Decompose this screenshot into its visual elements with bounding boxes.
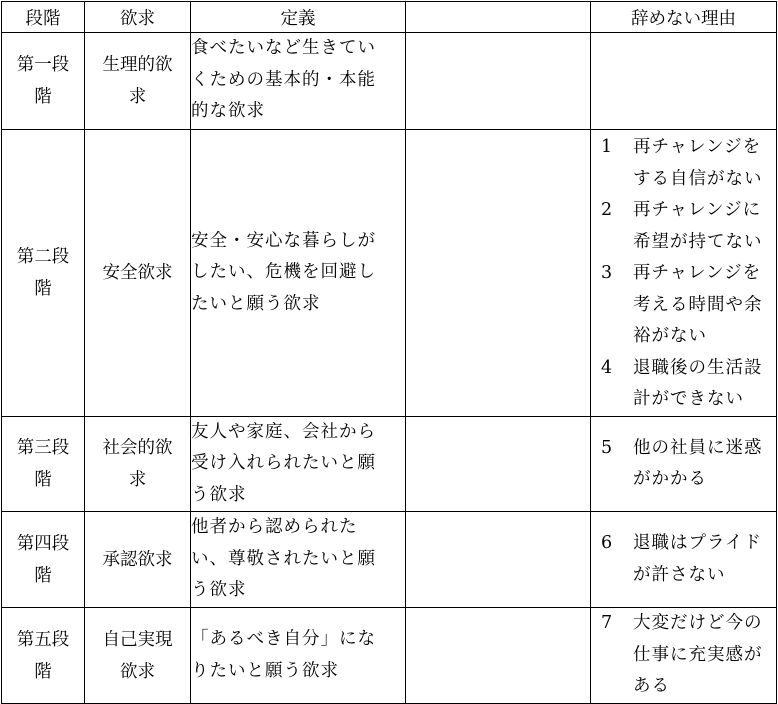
need-line: 求 bbox=[128, 469, 147, 490]
definition-line: くための基本的・本能 bbox=[191, 69, 376, 90]
stage-line: 階 bbox=[34, 87, 52, 107]
definition-cell bbox=[191, 416, 406, 512]
header-reasons: 辞めない理由 bbox=[591, 2, 777, 33]
table-row bbox=[2, 416, 777, 512]
definition-line: 友人や家庭、会社から bbox=[191, 421, 376, 442]
reason-line: 退職はプライド bbox=[633, 533, 762, 553]
reason-number: 5 bbox=[601, 437, 614, 458]
definition-cell bbox=[191, 512, 406, 608]
definition-cell bbox=[191, 130, 406, 417]
stage-cell bbox=[2, 416, 85, 512]
reason-number: 6 bbox=[601, 533, 614, 553]
reason-line: 希望が持てない bbox=[633, 231, 763, 252]
reason-line: 再チャレンジを bbox=[633, 137, 762, 157]
stage-cell bbox=[2, 608, 85, 704]
reason-number: 3 bbox=[601, 263, 614, 283]
header-row bbox=[2, 2, 777, 33]
reason-line: 再チャレンジを bbox=[633, 263, 762, 283]
reason-line: 退職後の生活設 bbox=[633, 357, 763, 378]
stage-line: 第四段 bbox=[16, 533, 70, 554]
need-line: 承認欲求 bbox=[102, 549, 173, 570]
reason-line: 考える時間や余 bbox=[633, 294, 763, 315]
definition-cell bbox=[191, 33, 406, 130]
reasons-cell bbox=[591, 416, 777, 512]
definition-line: う欲求 bbox=[191, 580, 247, 600]
stage-line: 階 bbox=[34, 661, 52, 682]
need-line: 欲求 bbox=[120, 661, 155, 682]
reason-number: 7 bbox=[601, 613, 614, 633]
stage-cell bbox=[2, 33, 85, 130]
header-definition: 定義 bbox=[191, 2, 406, 33]
need-cell bbox=[85, 130, 191, 417]
reason-number: 4 bbox=[601, 357, 614, 378]
reason-item bbox=[591, 195, 776, 258]
blank-cell bbox=[406, 512, 591, 608]
stage-line: 第三段 bbox=[16, 437, 70, 458]
reason-line: 裕がない bbox=[633, 326, 707, 346]
reason-line: 大変だけど今の bbox=[633, 613, 763, 633]
reason-line: ある bbox=[633, 676, 670, 696]
table-row bbox=[2, 130, 777, 417]
reason-line: 他の社員に迷惑 bbox=[633, 437, 763, 458]
definition-line: 「あるべき自分」にな bbox=[191, 629, 376, 649]
maslow-needs-table bbox=[1, 1, 777, 704]
reason-line: 仕事に充実感が bbox=[633, 644, 763, 665]
need-cell bbox=[85, 512, 191, 608]
reason-number: 1 bbox=[601, 137, 614, 157]
stage-line: 階 bbox=[34, 469, 52, 490]
stage-cell bbox=[2, 130, 85, 417]
definition-line: 受け入れられたいと願 bbox=[191, 453, 376, 473]
stage-line: 階 bbox=[34, 565, 52, 586]
need-line: 安全欲求 bbox=[102, 262, 173, 283]
reasons-cell bbox=[591, 512, 777, 608]
need-line: 自己実現 bbox=[102, 629, 173, 650]
stage-line: 第五段 bbox=[16, 629, 70, 650]
stage-line: 第一段 bbox=[16, 55, 70, 75]
stage-cell bbox=[2, 512, 85, 608]
definition-line: い、尊敬されたいと願 bbox=[191, 548, 376, 569]
reason-number: 2 bbox=[601, 200, 614, 220]
definition-line: 安全・安心な暮らしが bbox=[191, 230, 376, 251]
reason-line: 計ができない bbox=[633, 389, 744, 409]
table-row bbox=[2, 512, 777, 608]
definition-line: 他者から認められた bbox=[191, 517, 358, 537]
header-need: 欲求 bbox=[85, 2, 191, 33]
blank-cell bbox=[406, 33, 591, 130]
definition-line: たいと願う欲求 bbox=[191, 293, 321, 314]
need-line: 求 bbox=[128, 87, 147, 107]
definition-line: 食べたいなど生きてい bbox=[191, 38, 376, 58]
definition-line: 的な欲求 bbox=[191, 101, 265, 121]
table-row bbox=[2, 33, 777, 130]
reason-line: が許さない bbox=[633, 564, 726, 585]
reason-item bbox=[591, 608, 776, 703]
definition-line: う欲求 bbox=[191, 484, 247, 505]
reason-line: がかかる bbox=[633, 469, 707, 489]
reason-line: する自信がない bbox=[633, 168, 763, 189]
stage-line: 階 bbox=[34, 278, 52, 299]
reason-item bbox=[591, 132, 776, 195]
need-cell bbox=[85, 33, 191, 130]
reason-item bbox=[591, 258, 776, 353]
need-cell bbox=[85, 416, 191, 512]
need-cell bbox=[85, 608, 191, 704]
reasons-cell bbox=[591, 130, 777, 417]
blank-cell bbox=[406, 608, 591, 704]
reason-line: 再チャレンジに bbox=[633, 200, 762, 220]
header-stage: 段階 bbox=[2, 2, 85, 33]
need-line: 生理的欲 bbox=[102, 55, 173, 75]
stage-line: 第二段 bbox=[16, 246, 70, 267]
reason-item bbox=[591, 433, 776, 496]
header-blank bbox=[406, 2, 591, 33]
reason-item bbox=[591, 528, 776, 591]
definition-line: りたいと願う欲求 bbox=[191, 660, 339, 681]
need-line: 社会的欲 bbox=[102, 437, 173, 458]
blank-cell bbox=[406, 416, 591, 512]
table-row bbox=[2, 608, 777, 704]
definition-line: したい、危機を回避し bbox=[191, 262, 376, 282]
blank-cell bbox=[406, 130, 591, 417]
reasons-cell bbox=[591, 33, 777, 130]
reasons-cell bbox=[591, 608, 777, 704]
definition-cell bbox=[191, 608, 406, 704]
reason-item bbox=[591, 353, 776, 416]
